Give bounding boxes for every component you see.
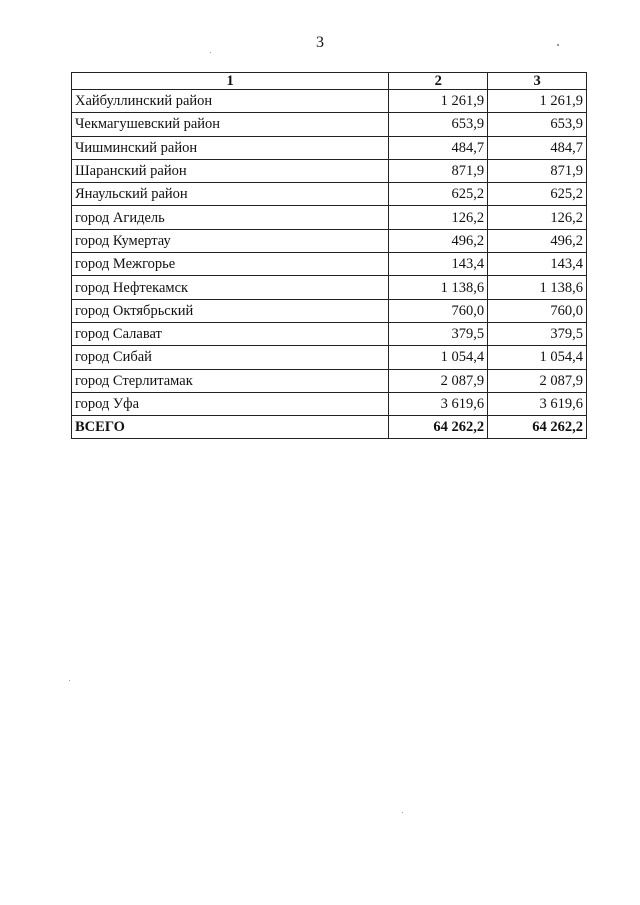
row-name: город Уфа (72, 392, 389, 415)
row-name: город Нефтекамск (72, 276, 389, 299)
row-value-col2: 496,2 (389, 229, 488, 252)
row-value-col2: 653,9 (389, 113, 488, 136)
table-row (72, 392, 587, 415)
total-value-col3: 64 262,2 (488, 416, 587, 439)
table-body (72, 90, 587, 439)
column-header-3: 3 (488, 73, 587, 90)
table-row (72, 322, 587, 345)
row-value-col2: 871,9 (389, 159, 488, 182)
total-label: ВСЕГО (72, 416, 389, 439)
table-row (72, 299, 587, 322)
row-value-col2: 484,7 (389, 136, 488, 159)
row-value-col2: 143,4 (389, 253, 488, 276)
row-value-col3: 126,2 (488, 206, 587, 229)
row-value-col3: 1 138,6 (488, 276, 587, 299)
row-value-col2: 379,5 (389, 322, 488, 345)
table-row (72, 183, 587, 206)
row-value-col3: 871,9 (488, 159, 587, 182)
row-name: город Кумертау (72, 229, 389, 252)
row-value-col2: 1 138,6 (389, 276, 488, 299)
table-row (72, 229, 587, 252)
row-value-col2: 126,2 (389, 206, 488, 229)
table-row (72, 113, 587, 136)
column-header-1: 1 (72, 73, 389, 90)
row-name: город Агидель (72, 206, 389, 229)
total-row (72, 416, 587, 439)
total-value-col2: 64 262,2 (389, 416, 488, 439)
table-row (72, 90, 587, 113)
row-name: город Стерлитамак (72, 369, 389, 392)
row-value-col3: 379,5 (488, 322, 587, 345)
row-value-col3: 2 087,9 (488, 369, 587, 392)
row-value-col2: 2 087,9 (389, 369, 488, 392)
row-value-col3: 143,4 (488, 253, 587, 276)
row-value-col2: 625,2 (389, 183, 488, 206)
row-value-col3: 1 054,4 (488, 346, 587, 369)
table-row (72, 159, 587, 182)
row-value-col3: 496,2 (488, 229, 587, 252)
row-value-col3: 760,0 (488, 299, 587, 322)
row-value-col3: 625,2 (488, 183, 587, 206)
table-row (72, 206, 587, 229)
table-row (72, 276, 587, 299)
table-row (72, 369, 587, 392)
row-name: Чекмагушевский район (72, 113, 389, 136)
scan-speck (69, 680, 70, 681)
row-name: город Октябрьский (72, 299, 389, 322)
table-header-row (72, 73, 587, 90)
table-row (72, 136, 587, 159)
row-value-col3: 1 261,9 (488, 90, 587, 113)
row-name: Янаульский район (72, 183, 389, 206)
row-name: город Салават (72, 322, 389, 345)
table-row (72, 346, 587, 369)
row-value-col2: 1 054,4 (389, 346, 488, 369)
page-number: 3 (316, 34, 324, 51)
row-value-col2: 1 261,9 (389, 90, 488, 113)
data-table (71, 72, 587, 439)
scan-speck (210, 52, 211, 53)
row-name: Шаранский район (72, 159, 389, 182)
row-value-col3: 653,9 (488, 113, 587, 136)
column-header-2: 2 (389, 73, 488, 90)
row-value-col3: 484,7 (488, 136, 587, 159)
row-name: Хайбуллинский район (72, 90, 389, 113)
row-name: Чишминский район (72, 136, 389, 159)
row-name: город Межгорье (72, 253, 389, 276)
scan-speck (402, 812, 403, 813)
scan-speck (557, 44, 559, 46)
row-name: город Сибай (72, 346, 389, 369)
row-value-col2: 760,0 (389, 299, 488, 322)
row-value-col2: 3 619,6 (389, 392, 488, 415)
row-value-col3: 3 619,6 (488, 392, 587, 415)
table-row (72, 253, 587, 276)
